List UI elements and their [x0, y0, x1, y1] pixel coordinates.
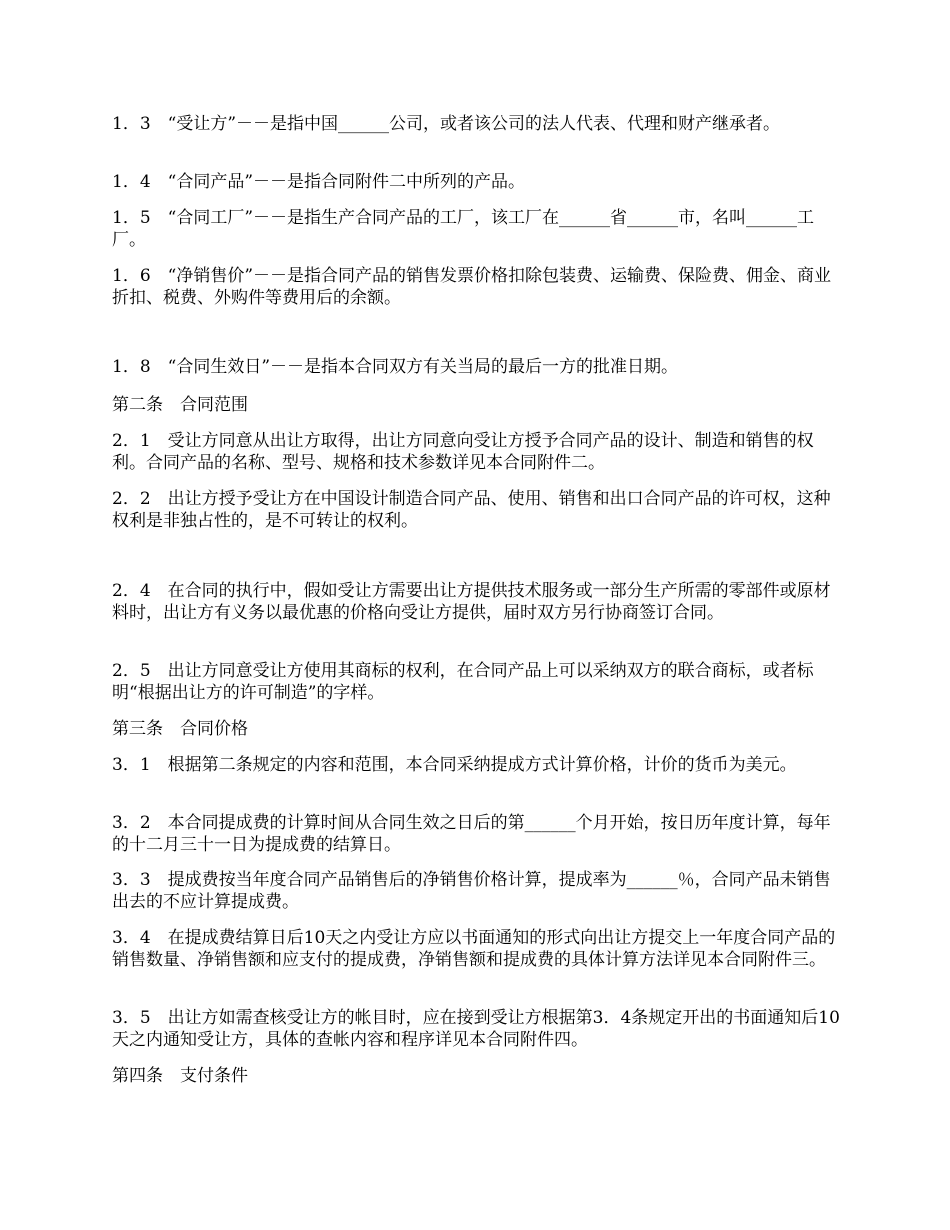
paragraph-3-2: 3．2 本合同提成费的计算时间从合同生效之日后的第______个月开始，按日历年度计算，每年的十二月三十一日为提成费的结算日。 [112, 813, 831, 855]
section-heading-4: 第四条 支付条件 [112, 1066, 248, 1086]
paragraph-2-1: 2．1 受让方同意从出让方取得，出让方同意向受让方授予合同产品的设计、制造和销售的权利。合同产品的名称、型号、规格和技术参数详见本合同附件二。 [112, 431, 814, 473]
paragraph-1-3: 1．3 “受让方”－－是指中国______公司，或者该公司的法人代表、代理和财产继承者。 [112, 114, 781, 134]
paragraph-1-4: 1．4 “合同产品”－－是指合同附件二中所列的产品。 [112, 172, 526, 192]
paragraph-2-2: 2．2 出让方授予受让方在中国设计制造合同产品、使用、销售和出口合同产品的许可权，这种权利是非独占性的，是不可转让的权利。 [112, 489, 831, 531]
paragraph-1-6: 1．6 “净销售价”－－是指合同产品的销售发票价格扣除包装费、运输费、保险费、佣金、商业折扣、税费、外购件等费用后的余额。 [112, 266, 832, 308]
paragraph-3-5: 3．5 出让方如需查核受让方的帐目时，应在接到受让方根据第3．4条规定开出的书面通知后10天之内通知受让方，具体的查帐内容和程序详见本合同附件四。 [112, 1008, 840, 1050]
paragraph-1-8: 1．8 “合同生效日”－－是指本合同双方有关当局的最后一方的批准日期。 [112, 357, 679, 377]
paragraph-2-5: 2．5 出让方同意受让方使用其商标的权利，在合同产品上可以采纳双方的联合商标，或者标明“根据出让方的许可制造”的字样。 [112, 661, 814, 703]
paragraph-1-5: 1．5 “合同工厂”－－是指生产合同产品的工厂，该工厂在______省______市，名叫______工厂。 [112, 208, 815, 250]
paragraph-3-3: 3．3 提成费按当年度合同产品销售后的净销售价格计算，提成率为______％，合同产品未销售出去的不应计算提成费。 [112, 870, 831, 912]
section-heading-3: 第三条 合同价格 [112, 719, 248, 739]
paragraph-3-4: 3．4 在提成费结算日后10天之内受让方应以书面通知的形式向出让方提交上一年度合同产品的销售数量、净销售额和应支付的提成费，净销售额和提成费的具体计算方法详见本合同附件三。 [112, 928, 836, 970]
section-heading-2: 第二条 合同范围 [112, 395, 248, 415]
paragraph-2-4: 2．4 在合同的执行中，假如受让方需要出让方提供技术服务或一部分生产所需的零部件或原材料时，出让方有义务以最优惠的价格向受让方提供，届时双方另行协商签订合同。 [112, 581, 831, 623]
paragraph-3-1: 3．1 根据第二条规定的内容和范围，本合同采纳提成方式计算价格，计价的货币为美元。 [112, 755, 797, 775]
